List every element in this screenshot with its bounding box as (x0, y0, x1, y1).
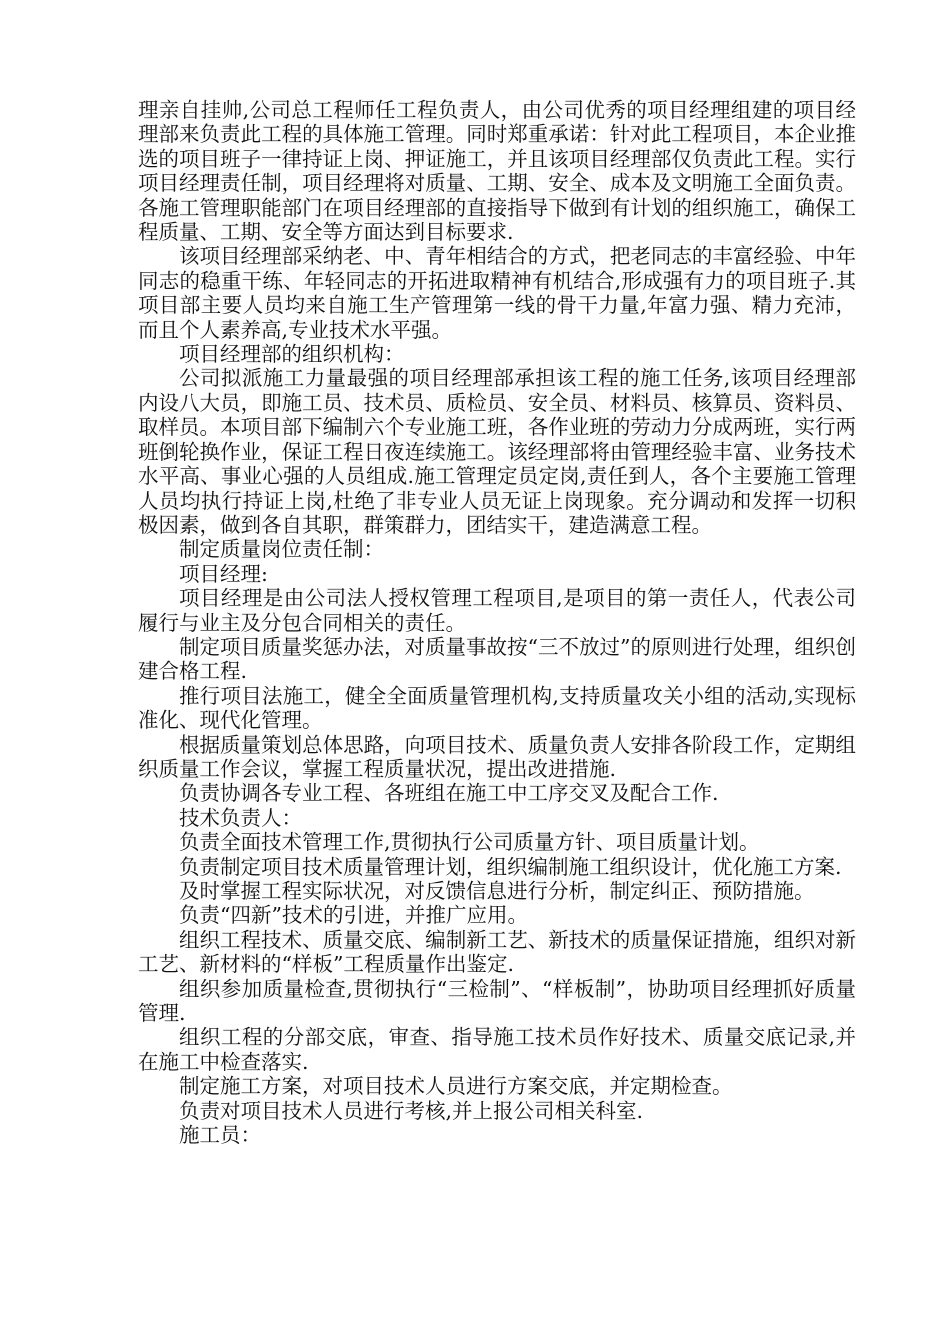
section-heading: 制定质量岗位责任制： (179, 537, 384, 562)
paragraph: 负责协调各专业工程、各班组在施工中工序交叉及配合工作. (179, 781, 719, 806)
paragraph: 负责全面技术管理工作,贯彻执行公司质量方针、项目质量计划。 (179, 830, 760, 855)
paragraph: 根据质量策划总体思路，向项目技术、质量负责人安排各阶段工作，定期组织质量工作会议，掌握工程质量状况，提出改进措施. (138, 732, 856, 781)
document-page (138, 98, 856, 1147)
paragraph: 项目经理是由公司法人授权管理工程项目,是项目的第一责任人，代表公司履行与业主及分包合同相关的责任。 (138, 586, 856, 635)
paragraph: 推行项目法施工，健全全面质量管理机构,支持质量攻关小组的活动,实现标准化、现代化管理。 (138, 683, 856, 733)
paragraph: 组织工程的分部交底，审查、指导施工技术员作好技术、质量交底记录,并在施工中检查落实. (138, 1025, 856, 1074)
paragraph: 组织工程技术、质量交底、编制新工艺、新技术的质量保证措施，组织对新工艺、新材料的“样板”工程质量作出鉴定. (138, 927, 856, 977)
paragraph: 理亲自挂帅,公司总工程师任工程负责人，由公司优秀的项目经理组建的项目经理部来负责此工程的具体施工管理。同时郑重承诺：针对此工程项目，本企业推选的项目班子一律持证上岗、押证施工，并且该项目经理部仅负责此工程。实行项目经理责任制，项目经理将对质量、工期、安全、成本及文明施工全面负责。各施工管理职能部门在项目经理部的直接指导下做到有计划的组织施工，确保工程质量、工期、安全等方面达到目标要求. (138, 98, 856, 245)
paragraph: 负责“四新”技术的引进，并推广应用。 (179, 903, 528, 928)
paragraph: 及时掌握工程实际状况，对反馈信息进行分析，制定纠正、预防措施。 (179, 879, 815, 903)
paragraph: 公司拟派施工力量最强的项目经理部承担该工程的施工任务,该项目经理部内设八大员，即施工员、技术员、质检员、安全员、材料员、核算员、资料员、取样员。本项目部下编制六个专业施工班，各作业班的劳动力分成两班，实行两班倒轮换作业，保证工程日夜连续施工。该经理部将由管理经验丰富、业务技术水平高、事业心强的人员组成.施工管理定员定岗,责任到人，各个主要施工管理人员均执行持证上岗,杜绝了非专业人员无证上岗现象。充分调动和发挥一切积极因素，做到各自其职，群策群力，团结实干，建造满意工程。 (138, 366, 856, 537)
paragraph: 制定施工方案，对项目技术人员进行方案交底，并定期检查。 (179, 1074, 733, 1099)
role-heading: 技术负责人： (179, 805, 302, 830)
paragraph: 负责制定项目技术质量管理计划，组织编制施工组织设计，优化施工方案. (179, 854, 842, 879)
paragraph: 组织参加质量检查,贯彻执行“三检制”、“样板制”，协助项目经理抓好质量管理. (138, 976, 856, 1026)
paragraph: 负责对项目技术人员进行考核,并上报公司相关科室. (179, 1098, 644, 1123)
paragraph: 制定项目质量奖惩办法，对质量事故按“三不放过”的原则进行处理，组织创建合格工程. (138, 634, 856, 684)
role-heading: 施工员： (179, 1123, 261, 1148)
paragraph: 该项目经理部采纳老、中、青年相结合的方式，把老同志的丰富经验、中年同志的稳重干练、年轻同志的开拓进取精神有机结合,形成强有力的项目班子.其项目部主要人员均来自施工生产管理第一线的骨干力量,年富力强、精力充沛，而且个人素养高,专业技术水平强。 (138, 244, 856, 342)
section-heading: 项目经理部的组织机构： (179, 342, 405, 367)
role-heading: 项目经理: (179, 561, 268, 586)
